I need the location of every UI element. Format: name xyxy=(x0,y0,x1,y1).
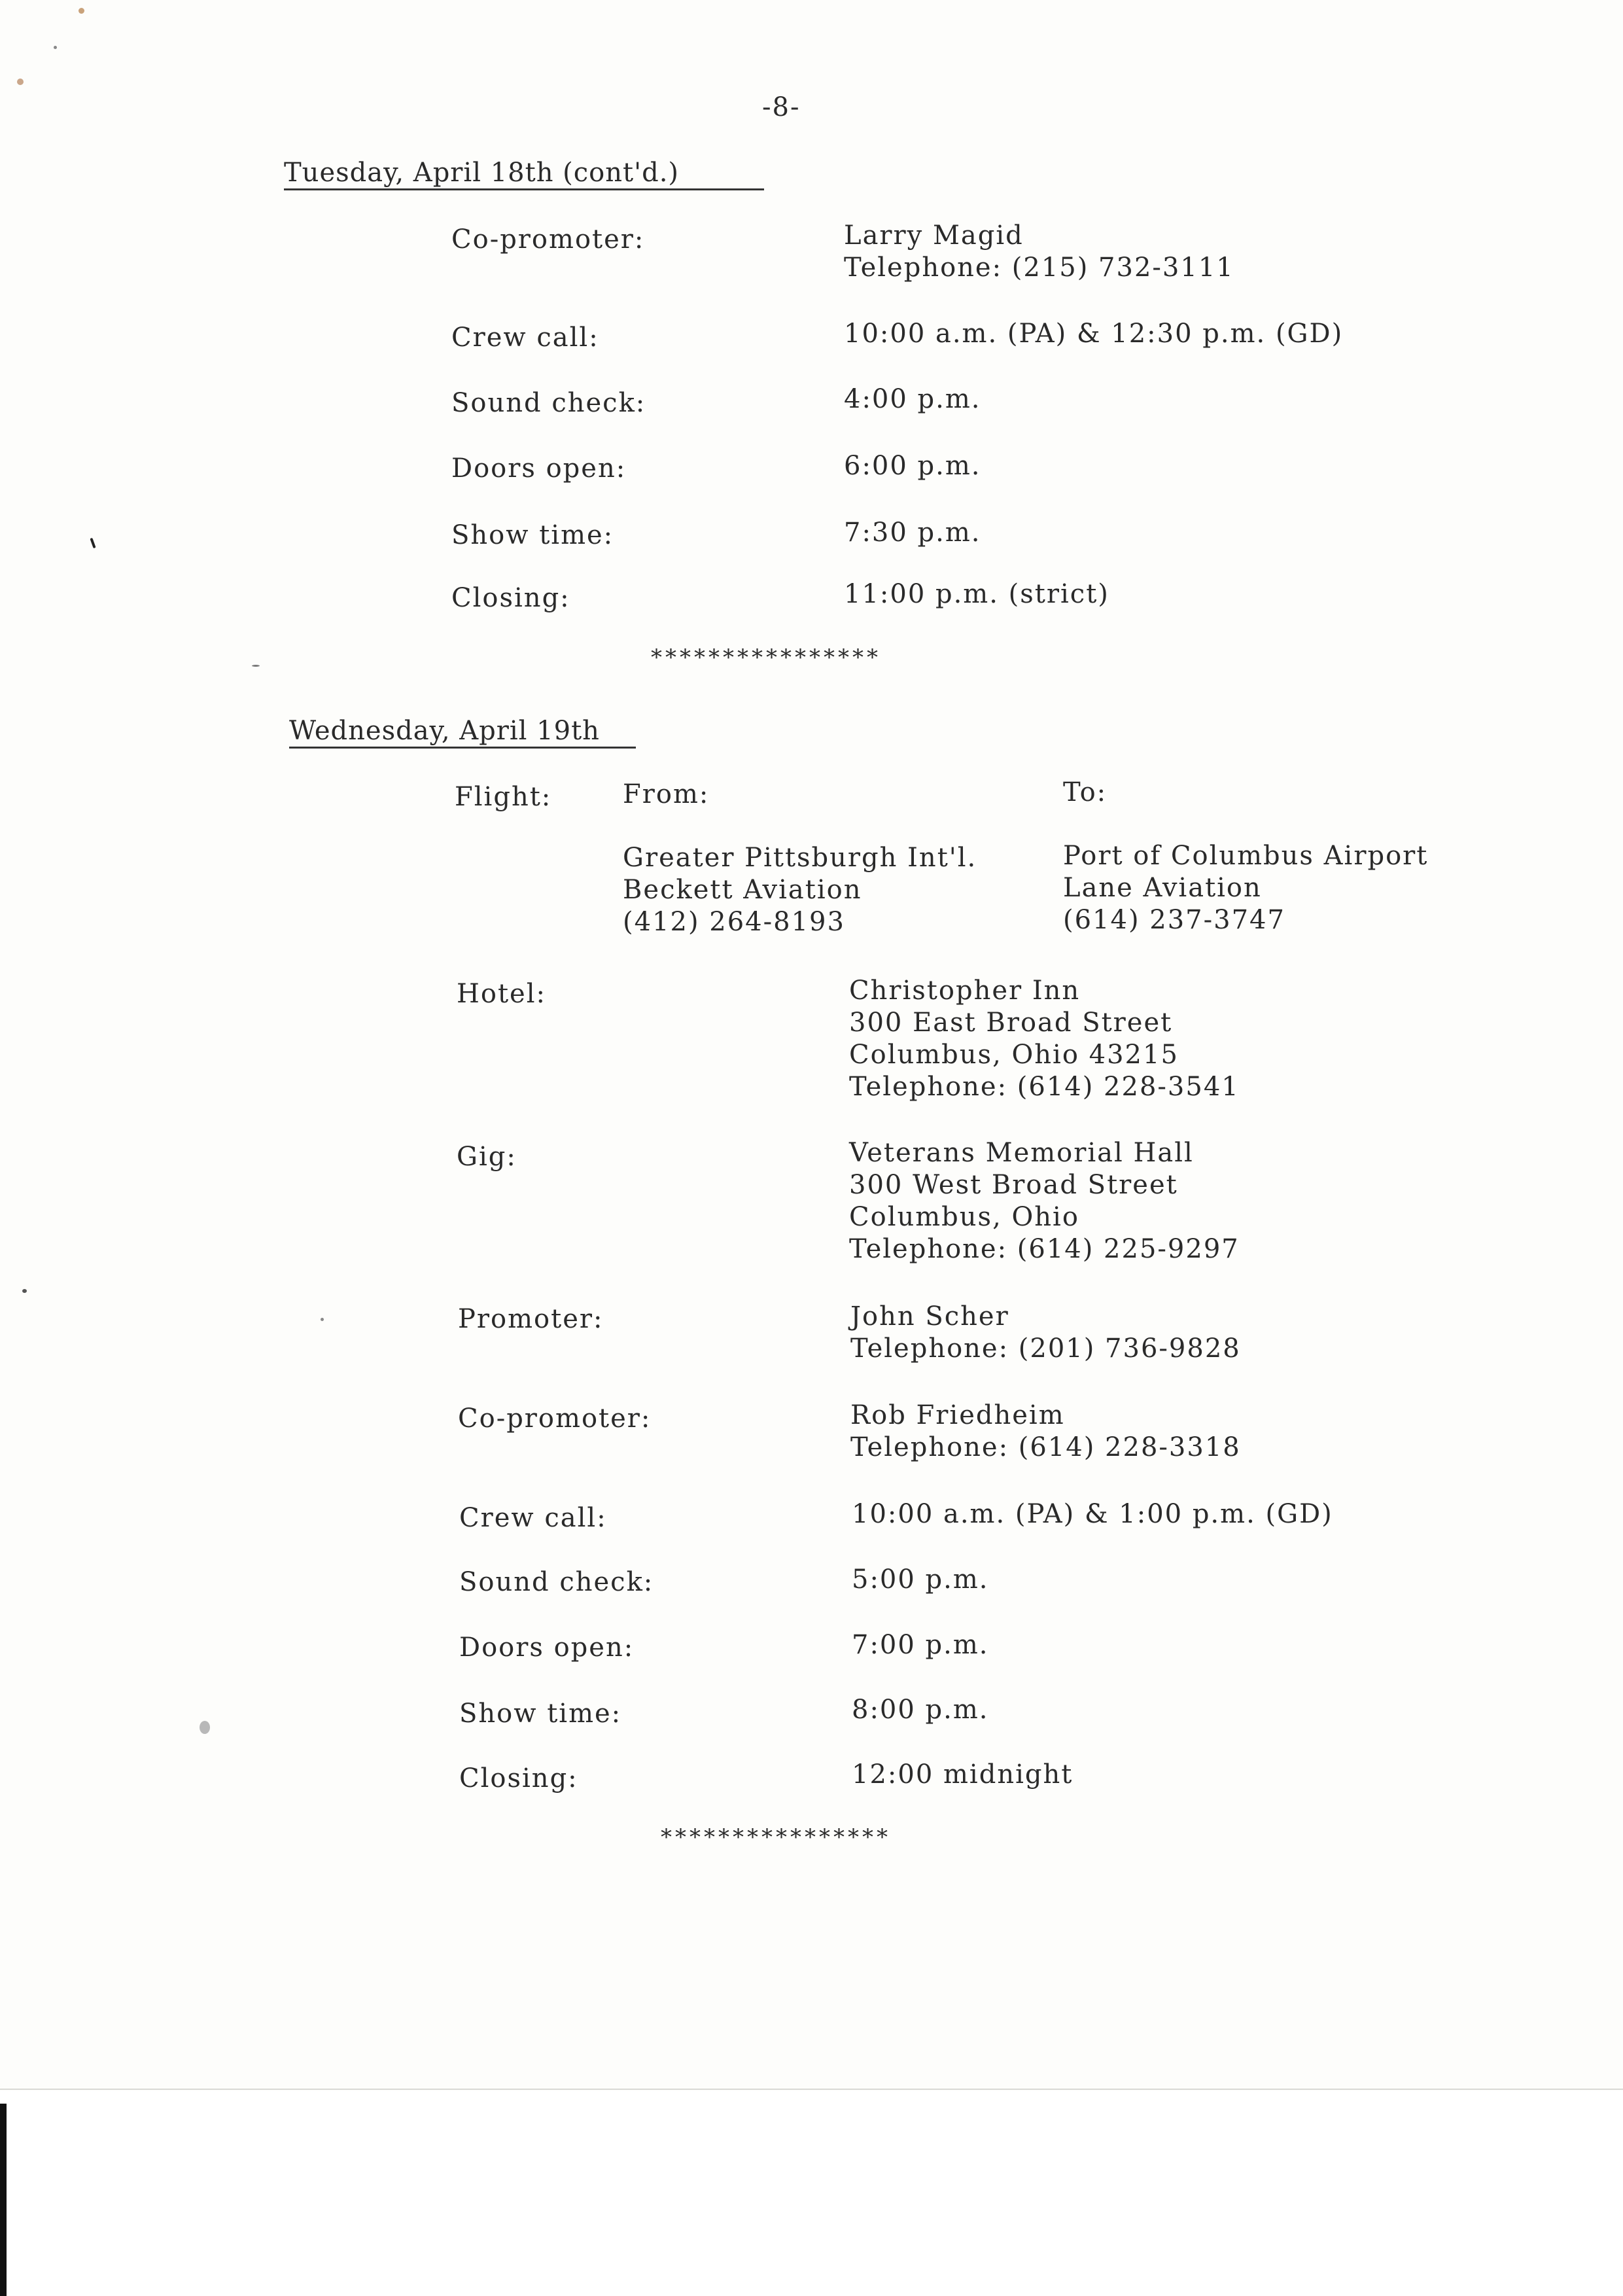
value-crew-call: 10:00 a.m. (PA) & 12:30 p.m. (GD) xyxy=(844,319,1344,349)
section-separator: **************** xyxy=(661,1824,891,1850)
scan-speck xyxy=(54,46,57,49)
label-flight: Flight: xyxy=(455,782,552,812)
gig-venue: Veterans Memorial Hall xyxy=(849,1138,1194,1168)
scan-speck xyxy=(17,79,24,85)
label-closing: Closing: xyxy=(459,1763,578,1793)
flight-to-phone: (614) 237-3747 xyxy=(1063,905,1285,935)
scan-speck xyxy=(200,1721,210,1734)
scan-speck xyxy=(79,8,84,14)
hotel-phone: Telephone: (614) 228-3541 xyxy=(849,1072,1240,1102)
value-crew-call: 10:00 a.m. (PA) & 1:00 p.m. (GD) xyxy=(852,1499,1333,1529)
heading-underline xyxy=(284,188,764,190)
scan-mark xyxy=(90,538,96,548)
value-show-time: 8:00 p.m. xyxy=(852,1695,989,1725)
label-doors-open: Doors open: xyxy=(451,453,627,484)
label-crew-call: Crew call: xyxy=(459,1503,607,1533)
value-show-time: 7:30 p.m. xyxy=(844,518,981,548)
scan-speck xyxy=(22,1289,27,1293)
label-co-promoter: Co-promoter: xyxy=(451,224,645,255)
scanner-edge xyxy=(0,2104,7,2296)
heading-underline xyxy=(289,747,636,749)
value-co-promoter-name: Larry Magid xyxy=(844,221,1024,251)
value-doors-open: 6:00 p.m. xyxy=(844,451,981,481)
section-separator: **************** xyxy=(651,645,881,671)
value-closing: 11:00 p.m. (strict) xyxy=(844,579,1109,609)
promoter-name: John Scher xyxy=(850,1301,1009,1332)
co-promoter-name: Rob Friedheim xyxy=(850,1400,1065,1430)
gig-phone: Telephone: (614) 225-9297 xyxy=(849,1234,1240,1264)
label-closing: Closing: xyxy=(451,583,570,613)
flight-from-airport: Greater Pittsburgh Int'l. xyxy=(623,843,977,873)
value-sound-check: 4:00 p.m. xyxy=(844,384,981,414)
gig-city: Columbus, Ohio xyxy=(849,1202,1079,1232)
flight-from-fbo: Beckett Aviation xyxy=(623,875,862,905)
section-heading-tuesday: Tuesday, April 18th (cont'd.) xyxy=(284,158,680,188)
label-hotel: Hotel: xyxy=(457,979,546,1009)
scan-speck xyxy=(252,665,260,667)
label-sound-check: Sound check: xyxy=(459,1567,654,1597)
gig-street: 300 West Broad Street xyxy=(849,1170,1178,1200)
flight-to-airport: Port of Columbus Airport xyxy=(1063,841,1429,871)
scan-speck xyxy=(321,1318,324,1321)
label-show-time: Show time: xyxy=(451,520,614,550)
label-gig: Gig: xyxy=(457,1142,517,1172)
label-promoter: Promoter: xyxy=(458,1304,604,1334)
value-doors-open: 7:00 p.m. xyxy=(852,1630,989,1660)
value-closing: 12:00 midnight xyxy=(852,1759,1073,1790)
hotel-name: Christopher Inn xyxy=(849,976,1081,1006)
page-number: -8- xyxy=(762,92,801,122)
page-fold-line xyxy=(0,2089,1623,2090)
value-co-promoter-phone: Telephone: (215) 732-3111 xyxy=(844,253,1234,283)
label-crew-call: Crew call: xyxy=(451,323,599,353)
value-sound-check: 5:00 p.m. xyxy=(852,1564,989,1595)
label-doors-open: Doors open: xyxy=(459,1633,635,1663)
flight-to-label: To: xyxy=(1063,777,1108,807)
section-heading-wednesday: Wednesday, April 19th xyxy=(289,716,600,746)
page-bottom-margin xyxy=(0,2091,1623,2296)
hotel-city: Columbus, Ohio 43215 xyxy=(849,1040,1179,1070)
hotel-street: 300 East Broad Street xyxy=(849,1008,1173,1038)
flight-from-phone: (412) 264-8193 xyxy=(623,907,845,937)
co-promoter-phone: Telephone: (614) 228-3318 xyxy=(850,1432,1241,1462)
promoter-phone: Telephone: (201) 736-9828 xyxy=(850,1333,1241,1364)
label-co-promoter: Co-promoter: xyxy=(458,1404,652,1434)
label-sound-check: Sound check: xyxy=(451,388,646,418)
label-show-time: Show time: xyxy=(459,1699,622,1729)
flight-to-fbo: Lane Aviation xyxy=(1063,873,1262,903)
flight-from-label: From: xyxy=(623,779,710,809)
